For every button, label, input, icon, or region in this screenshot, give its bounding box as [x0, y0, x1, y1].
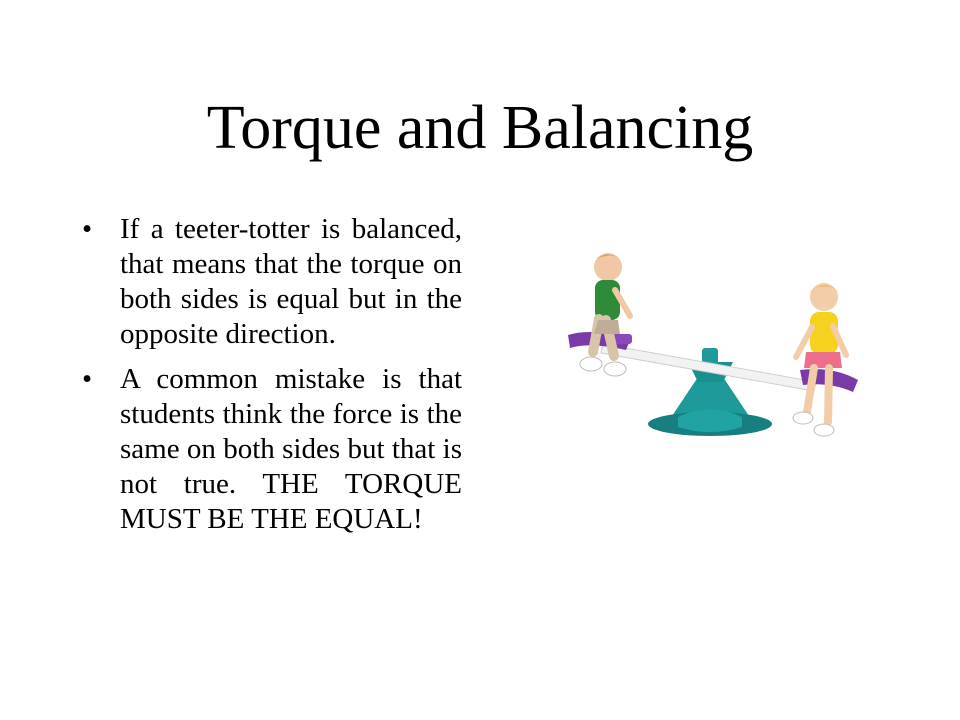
bullet-text: If a teeter-totter is balanced, that means that the torque on both sides is equal but in the opposite direction. — [120, 213, 462, 350]
bullet-text: A common mistake is that students think the force is the same on both sides but that is not true. THE TORQUE MUST BE THE EQUAL! — [120, 363, 462, 535]
bullet-list — [82, 212, 462, 547]
slide-title: Torque and Balancing — [206, 94, 754, 162]
bullet-item — [82, 362, 462, 537]
bullet-marker: • — [82, 213, 93, 245]
bullet-marker: • — [82, 363, 93, 395]
seesaw-children-illustration — [548, 232, 878, 457]
boy-figure — [580, 253, 630, 376]
bullet-item — [82, 212, 462, 352]
girl-figure — [793, 283, 846, 436]
